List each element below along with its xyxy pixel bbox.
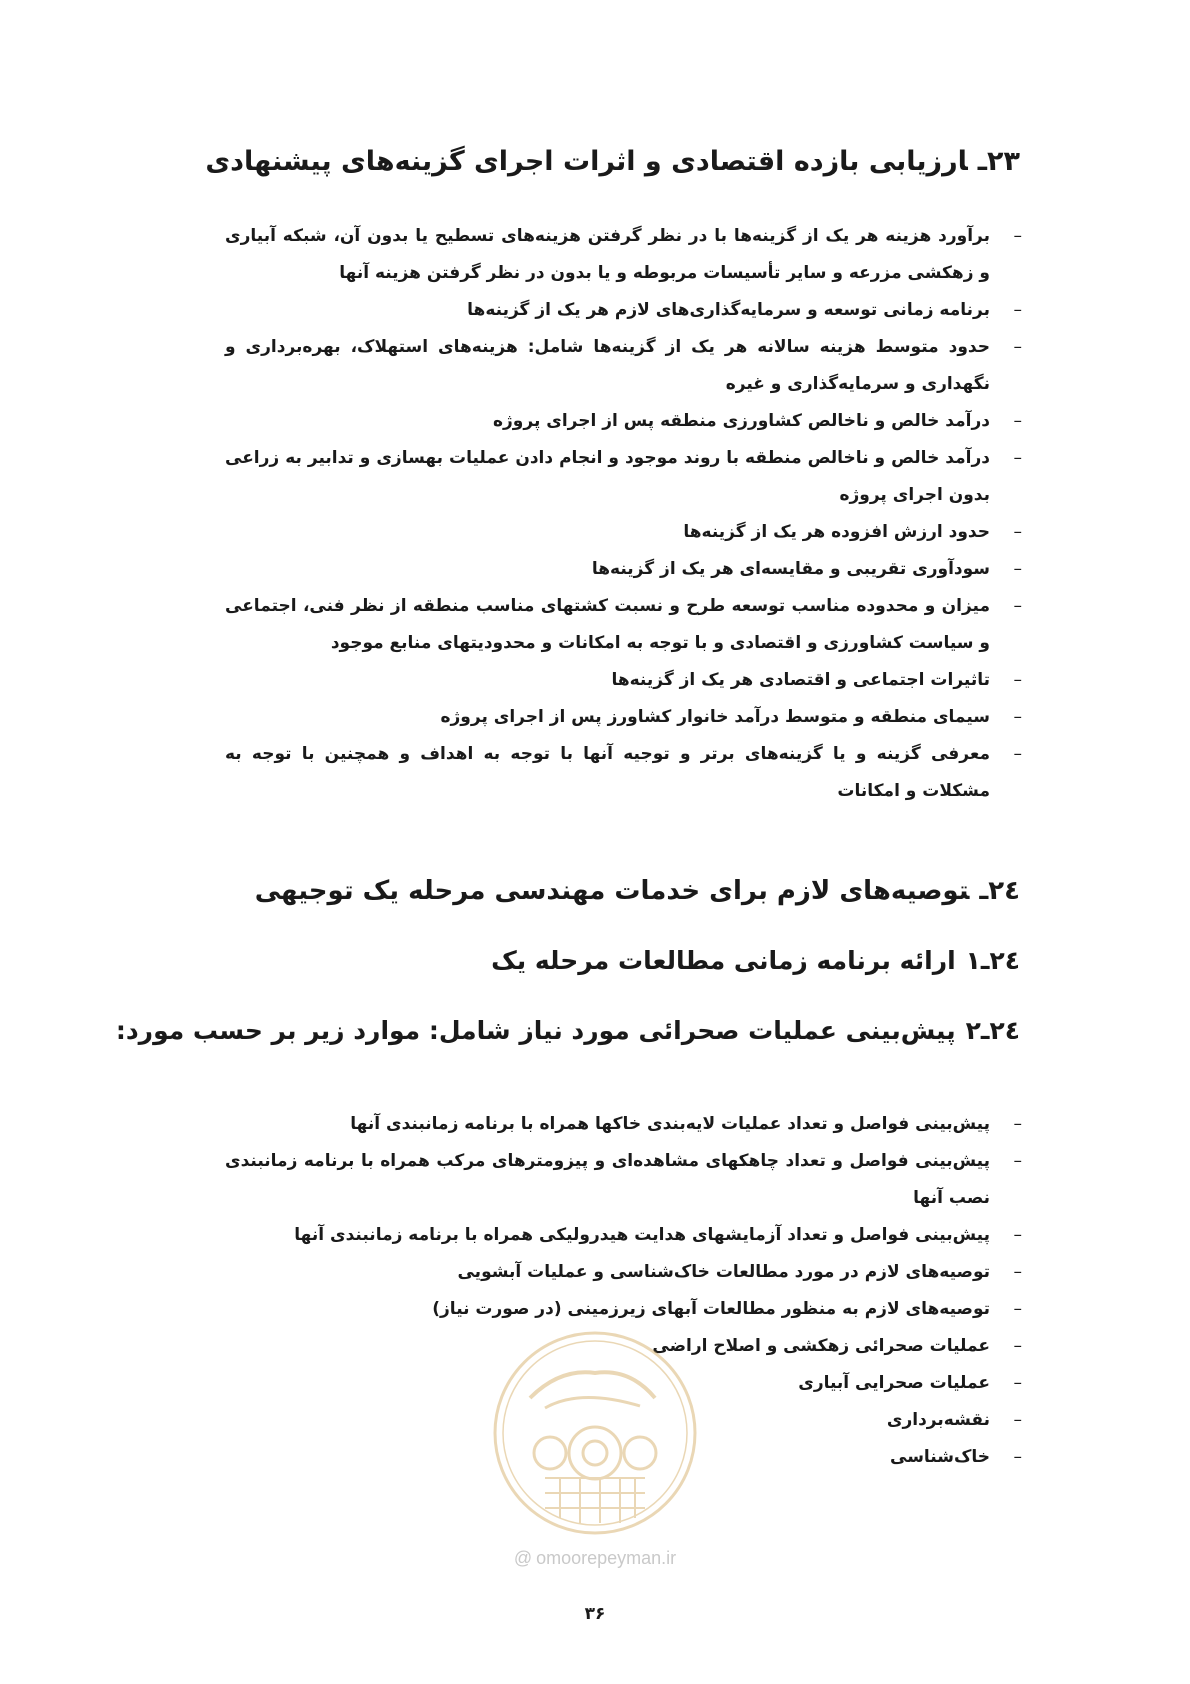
- list-item: [225, 1143, 1022, 1217]
- list-item-text: برآورد هزینه هر یک از گزینه‌ها با در نظر گرفتن هزینه‌های تسطیح یا بدون آن، شبکه آبیاری و زهکشی مزرعه و سایر تأسیسات مربوطه و یا بدون در نظر گرفتن هزینه آنها: [225, 226, 990, 283]
- section-23-title: ارزیابی بازده اقتصادی و اثرات اجرای گزینه‌های پیشنهادی: [205, 146, 968, 177]
- list-dash: –: [1013, 448, 1022, 468]
- list-item: [225, 1217, 1022, 1254]
- at-sign-icon: @: [513, 1548, 533, 1568]
- list-dash: –: [1013, 596, 1022, 616]
- list-dash: –: [1013, 559, 1022, 579]
- section-24-1-heading: [491, 946, 1020, 975]
- list-item-text: درآمد خالص و ناخالص کشاورزی منطقه پس از اجرای پروژه: [492, 411, 990, 431]
- list-dash: –: [1013, 744, 1022, 764]
- page-number: ۳۶: [584, 1604, 606, 1624]
- list-item-text: پیش‌بینی فواصل و تعداد چاهکهای مشاهده‌ای و پیزومترهای مرکب همراه با برنامه زمانبندی نصب آنها: [225, 1151, 990, 1208]
- list-item: [225, 662, 1022, 699]
- list-item-text: پیش‌بینی فواصل و تعداد عملیات لایه‌بندی خاکها همراه با برنامه زمانبندی آنها: [350, 1114, 990, 1134]
- list-item-text: نقشه‌برداری: [886, 1410, 990, 1430]
- list-dash: –: [1013, 1336, 1022, 1356]
- section-23-list: [225, 218, 1022, 810]
- list-item-text: سودآوری تقریبی و مقایسه‌ای هر یک از گزینه‌ها: [591, 559, 990, 579]
- list-dash: –: [1013, 300, 1022, 320]
- section-24-2-number: ٢٤ـ٢: [965, 1016, 1020, 1045]
- list-dash: –: [1013, 670, 1022, 690]
- list-item: [225, 736, 1022, 810]
- list-dash: –: [1013, 1114, 1022, 1134]
- list-item: [225, 292, 1022, 329]
- list-item: [225, 218, 1022, 292]
- list-item-text: برنامه زمانی توسعه و سرمایه‌گذاری‌های لازم هر یک از گزینه‌ها: [467, 300, 990, 320]
- list-item-text: سیمای منطقه و متوسط درآمد خانوار کشاورز پس از اجرای پروژه: [440, 707, 990, 727]
- list-dash: –: [1013, 1225, 1022, 1245]
- list-dash: –: [1013, 1447, 1022, 1467]
- list-dash: –: [1013, 1373, 1022, 1393]
- list-item: [225, 329, 1022, 403]
- list-item: [225, 403, 1022, 440]
- watermark-seal-logo: [490, 1328, 700, 1538]
- list-item: [225, 1291, 1022, 1328]
- list-item: [225, 440, 1022, 514]
- list-dash: –: [1013, 1410, 1022, 1430]
- list-dash: –: [1013, 1262, 1022, 1282]
- list-item-text: تاثیرات اجتماعی و اقتصادی هر یک از گزینه‌ها: [611, 670, 990, 690]
- list-dash: –: [1013, 337, 1022, 357]
- list-item-text: عملیات صحرایی آبیاری: [798, 1373, 990, 1393]
- section-24-1-number: ٢٤ـ١: [965, 946, 1020, 975]
- list-item-text: حدود متوسط هزینه سالانه هر یک از گزینه‌ها شامل: هزینه‌های استهلاک، بهره‌برداری و نگهداری و سرمایه‌گذاری و غیره: [225, 337, 990, 394]
- list-item-text: توصیه‌های لازم به منظور مطالعات آبهای زیرزمینی (در صورت نیاز): [432, 1299, 990, 1319]
- list-item-text: میزان و محدوده مناسب توسعه طرح و نسبت کشتهای مناسب منطقه از نظر فنی، اجتماعی و سیاست کشاورزی و اقتصادی و با توجه به امکانات و محدودیتهای منابع موجود: [225, 596, 990, 653]
- list-dash: –: [1013, 707, 1022, 727]
- list-item: [225, 551, 1022, 588]
- list-dash: –: [1013, 411, 1022, 431]
- list-item: [225, 1254, 1022, 1291]
- section-24-number: ٢٤ـ: [979, 876, 1020, 906]
- list-item-text: حدود ارزش افزوده هر یک از گزینه‌ها: [683, 522, 990, 542]
- list-dash: –: [1013, 226, 1022, 246]
- list-dash: –: [1013, 1299, 1022, 1319]
- section-24-heading: [255, 876, 1020, 906]
- section-23-heading: [205, 146, 1020, 177]
- watermark-url: [490, 1548, 700, 1569]
- section-23-number: ۲۳ـ: [977, 146, 1020, 177]
- list-dash: –: [1013, 522, 1022, 542]
- list-item-text: پیش‌بینی فواصل و تعداد آزمایشهای هدایت هیدرولیکی همراه با برنامه زمانبندی آنها: [294, 1225, 990, 1245]
- list-item: [225, 514, 1022, 551]
- watermark-url-text: omoorepeyman.ir: [536, 1548, 677, 1568]
- section-24-2-title: پیش‌بینی عملیات صحرائی مورد نیاز شامل: موارد زیر بر حسب مورد:: [115, 1016, 956, 1045]
- list-item-text: خاک‌شناسی: [890, 1447, 990, 1467]
- list-item: [225, 1106, 1022, 1143]
- list-item-text: معرفی گزینه و یا گزینه‌های برتر و توجیه آنها با توجه به اهداف و همچنین با توجه به مشکلات و امکانات: [225, 744, 990, 801]
- list-dash: –: [1013, 1151, 1022, 1171]
- section-24-1-title: ارائه برنامه زمانی مطالعات مرحله یک: [491, 946, 956, 975]
- list-item-text: عملیات صحرائی زهکشی و اصلاح اراضی: [652, 1336, 990, 1356]
- section-24-2-heading: [116, 1016, 1020, 1045]
- section-24-title: توصیه‌های لازم برای خدمات مهندسی مرحله یک توجیهی: [254, 876, 970, 906]
- list-item-text: توصیه‌های لازم در مورد مطالعات خاک‌شناسی و عملیات آبشویی: [457, 1262, 990, 1282]
- list-item: [225, 588, 1022, 662]
- list-item: [225, 699, 1022, 736]
- list-item-text: درآمد خالص و ناخالص منطقه با روند موجود و انجام دادن عملیات بهسازی و تدابیر به زراعی بدون اجرای پروژه: [225, 448, 990, 505]
